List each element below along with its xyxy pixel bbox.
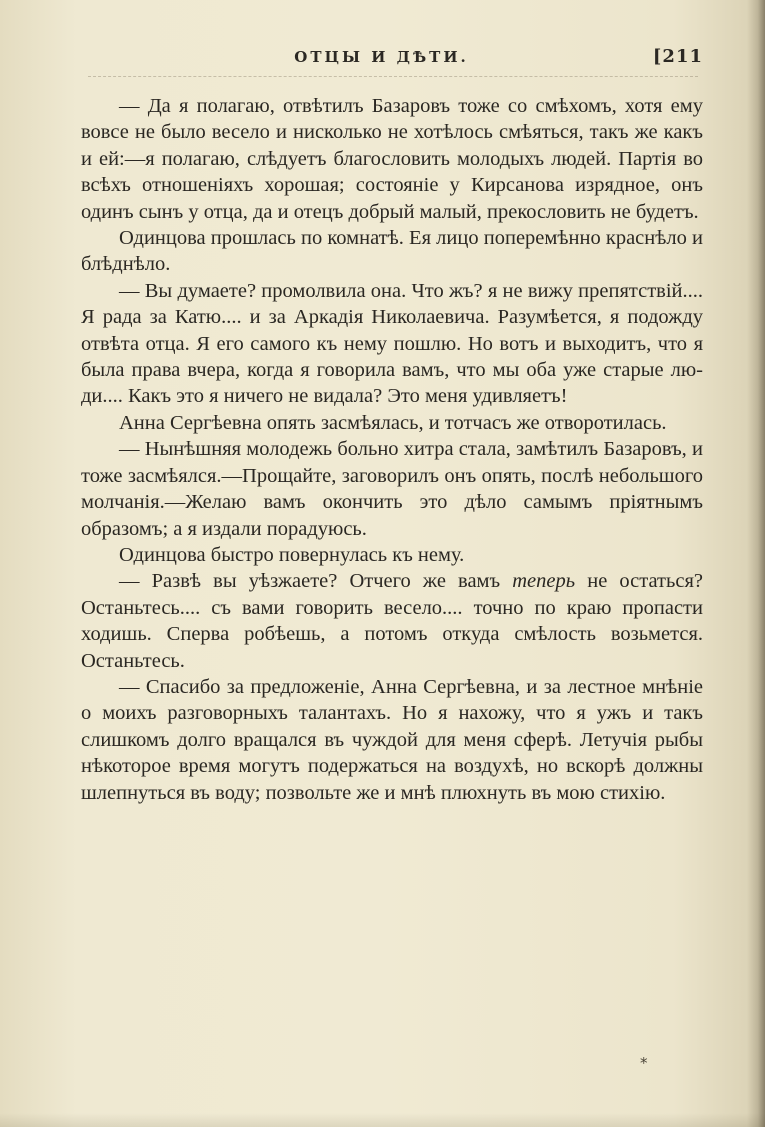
paragraph-7: [81, 568, 703, 674]
running-head: [60, 48, 703, 72]
paragraph-text: Анна Сергѣевна опять засмѣялась, и тотчасъ же отворотилась.: [119, 411, 667, 434]
paragraph-2: [81, 225, 703, 278]
emphasized-word: теперь: [512, 570, 576, 593]
paragraph-text: — Спасибо за предложеніе, Анна Сергѣевна, и за лестное мнѣніе о моихъ разговорныхъ талантахъ. Но я нахожу, что я ужъ и такъ слишкомъ долго вращался въ чуждой для меня сферѣ. Летучія рыбы нѣкоторое время могутъ подержаться на воздухѣ, но вскорѣ должны шлепнуться въ воду; позвольте же и мнѣ плюхнуть въ мою стихію.: [81, 675, 703, 804]
paragraph-1: [81, 93, 703, 225]
body-text: [81, 93, 703, 806]
paragraph-3: [81, 278, 703, 410]
header-divider: [88, 76, 698, 77]
page-spine-shadow: [747, 0, 765, 1127]
paragraph-text: — Да я полагаю, отвѣтилъ Базаровъ тоже со смѣхомъ, хотя ему вовсе не было весело и нисколько не хотѣлось смѣяться, такъ же какъ и ей:—я полагаю, слѣдуетъ благословить молодыхъ людей. Партія во всѣхъ отношеніяхъ хорошая; состояніе у Кирсанова изрядное, онъ одинъ сынъ у отца, да и отецъ добрый малый, прекословить не будетъ.: [81, 95, 703, 223]
paragraph-text: — Вы думаете? промолвила она. Что жъ? я не вижу препятствій.... Я рада за Катю.... и за Аркадія Николаевича. Разумѣется, я подожду отвѣта отца. Я его самого къ нему пошлю. Но вотъ и выходитъ, что я была права вчера, когда я говорила вамъ, что мы оба уже старые люди.... Какъ это я ничего не видала? Это меня удивляетъ!: [81, 279, 703, 408]
paragraph-text: Одинцова быстро повернулась къ нему.: [119, 543, 465, 566]
paragraph-6: [81, 542, 703, 568]
running-title: ОТЦЫ И ДѢТИ.: [294, 48, 469, 66]
paragraph-5: [81, 436, 703, 542]
paragraph-text: — Развѣ вы уѣзжаете? Отчего же вамъ: [119, 570, 513, 593]
page-bottom-shadow: [0, 1113, 765, 1127]
paragraph-text: не остаться? Останьтесь.... съ вами говорить весело.... точно по краю пропасти ходишь. Сперва робѣешь, а потомъ откуда смѣлость возьмется. Останьтесь.: [81, 570, 703, 672]
paragraph-text: — Нынѣшняя молодежь больно хитра стала, замѣтилъ Базаровъ, и тоже засмѣялся.—Прощайте, заговорилъ онъ опять, послѣ небольшого молчанія.—Желаю вамъ окончить это дѣло самымъ пріятнымъ образомъ; а я издали порадуюсь.: [81, 438, 703, 540]
page-number: [211: [652, 46, 703, 67]
paragraph-text: Одинцова прошлась по комнатѣ. Ея лицо поперемѣнно краснѣло и блѣднѣло.: [81, 227, 703, 276]
paragraph-4: [81, 410, 703, 436]
asterisk-ornament: *: [640, 1054, 648, 1072]
paragraph-8: [81, 674, 703, 806]
